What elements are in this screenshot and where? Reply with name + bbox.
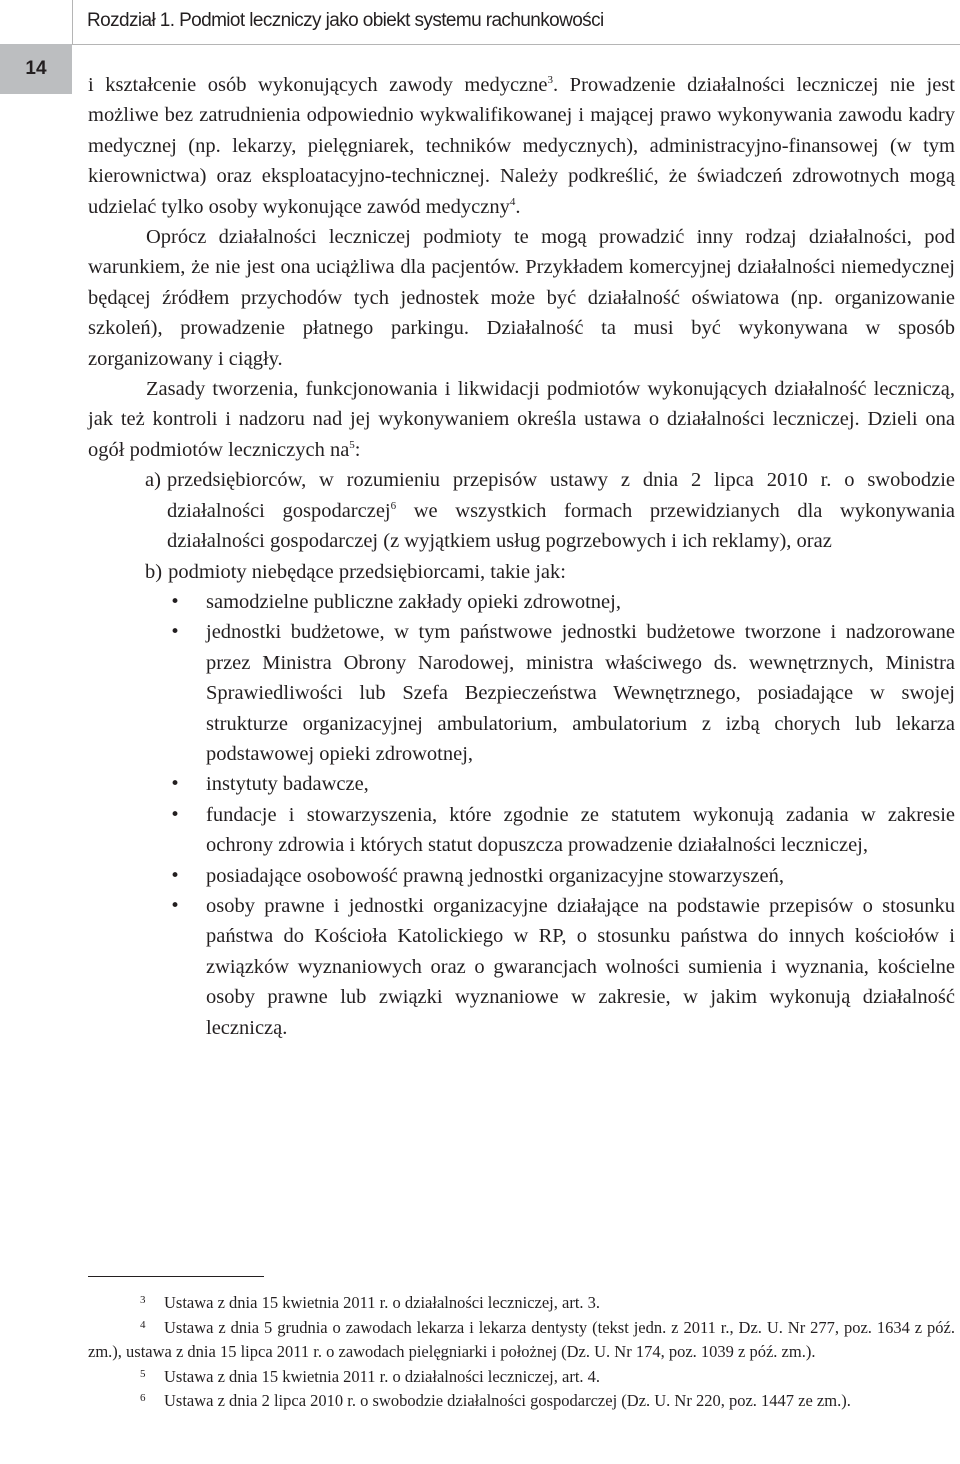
bullet-item: [170, 891, 955, 1043]
footnote-text: Ustawa z dnia 5 grudnia o zawodach lekarza i lekarza dentysty (tekst jedn. z 2011 r., Dz. U. Nr 277, poz. 1634 z póź. zm.), ustawa z dnia 15 lipca 2011 r. o zawodach pielęgniarki i położnej (Dz. U. Nr 174, poz. 1039 z póź. zm.).: [88, 1317, 955, 1361]
bullet-text: instytuty badawcze,: [206, 773, 369, 796]
bullet-icon: •: [170, 774, 181, 795]
bullet-item: [170, 861, 955, 891]
list-item-a: [88, 465, 955, 556]
footnote-text: Ustawa z dnia 15 kwietnia 2011 r. o działalności leczniczej, art. 3.: [164, 1293, 601, 1312]
paragraph-2: Oprócz działalności leczniczej podmioty te mogą prowadzić inny rodzaj działalności, pod warunkiem, że nie jest ona uciążliwa dla pacjentów. Przykładem komercyjnej działalności niemedycznej będącej źródłem przychodów tych jednostek może być działalność oświatowa (np. organizowanie szkoleń), prowadzenie płatnego parkingu. Działalność ta musi być wykonywana w sposób zorganizowany i ciągły.: [88, 226, 955, 370]
footnote-separator: [88, 1276, 264, 1277]
list-item-a-text: przedsiębiorców, w rozumieniu przepisów ustawy z dnia 2 lipca 2010 r. o swobodzie działalności gospodarczej$^6$ we wszystkich formach przewidzianych dla wykonywania działalności gospodarczej (z wyjątkiem usług pogrzebowych i ich reklamy), oraz: [166, 469, 955, 553]
list-item-b-label: b): [145, 560, 163, 583]
bullet-icon: •: [170, 865, 181, 886]
main-text: [88, 70, 955, 1043]
footnote-text: Ustawa z dnia 15 kwietnia 2011 r. o działalności leczniczej, art. 4.: [164, 1366, 601, 1386]
bullet-item: [170, 617, 955, 769]
footnote-ref-5: 5: [349, 438, 355, 451]
bullet-text: jednostki budżetowe, w tym państwowe jednostki budżetowe tworzone i nadzorowane przez Ministra Obrony Narodowej, ministra właściwego ds. wewnętrznych, Ministra Sprawiedliwości lub Szefa Bezpieczeństwa Wewnętrznego, posiadające w swojej strukturze organizacyjnej ambulatorium, ambulatorium z izbą chorych lub lekarza podstawowej opieki zdrowotnej,: [206, 621, 955, 765]
bullet-item: [170, 587, 955, 617]
bullet-text: fundacje i stowarzyszenia, które zgodnie ze statutem wykonują zadania w zakresie ochrony zdrowia i których statut dopuszcza prowadzenie działalności leczniczej,: [206, 803, 955, 857]
paragraph-3: Zasady tworzenia, funkcjonowania i likwidacji podmiotów wykonujących działalność leczniczą, jak też kontroli i nadzoru nad jej wykonywaniem określa ustawa o działalności leczniczej. Dzieli ona ogół podmiotów leczniczych $na^5$:: [88, 378, 955, 461]
bullet-icon: •: [170, 622, 181, 643]
chapter-title: Rozdział 1. Podmiot leczniczy jako obiekt systemu rachunkowości: [87, 10, 604, 31]
list-item-a-label: a): [145, 469, 161, 492]
bullet-icon: •: [170, 591, 181, 612]
footnote: 5 Ustawa z dnia 15 kwietnia 2011 r. o działalności leczniczej, art. 4.: [140, 1366, 601, 1386]
footnote-text: Ustawa z dnia 2 lipca 2010 r. o swobodzie działalności gospodarczej (Dz. U. Nr 220, poz. 1447 ze zm.).: [164, 1391, 851, 1410]
footnote-ref-6: 6: [390, 499, 397, 512]
page-number: 14: [25, 58, 47, 79]
bullet-item: [170, 769, 955, 799]
bullet-icon: •: [170, 804, 181, 825]
paragraph-1: i kształcenie osób wykonujących zawody medyczne$^3$. Prowadzenie działalności leczniczej nie jest możliwe bez zatrudnienia odpowiednio wykwalifikowanej i mającej prawo wykonywania zawodu kadry medycznej (np. lekarzy, pielęgniarek, techników medycznych), administracyjno-finansowej (w tym kierownictwa) oraz eksploatacyjno-technicznej. Należy podkreślić, że świadczeń zdrowotnych mogą udzielać tylko osoby wykonujące zawód medyczny$^4$.: [88, 74, 955, 218]
footnotes: [88, 1291, 955, 1414]
footnote: 4 Ustawa z dnia 5 grudnia o zawodach lekarza i lekarza dentysty (tekst jedn. z 2011 r., Dz. U. Nr 277, poz. 1634 z póź. zm.), ustawa z dnia 15 lipca 2011 r. o zawodach pielęgniarki i położnej (Dz. U. Nr 174, poz. 1039 z póź. zm.).: [88, 1317, 955, 1361]
footnote-ref-4: 4: [509, 195, 516, 208]
bullet-text: osoby prawne i jednostki organizacyjne działające na podstawie przepisów o stosunku państwa do Kościoła Katolickiego w RP, o stosunku państwa do innych kościołów i związków wyznaniowych oraz o gwarancjach wolności sumienia i wyznania, kościelne osoby prawne lub związki wyznaniowe w zakresie, w jakim wykonują działalność leczniczą.: [206, 894, 955, 1039]
footnote-ref-3: 3: [547, 74, 554, 86]
list-item-b: [88, 557, 955, 587]
bullet-text: posiadające osobowość prawną jednostki organizacyjne stowarzyszeń,: [206, 864, 784, 887]
footnote: 6 Ustawa z dnia 2 lipca 2010 r. o swobodzie działalności gospodarczej (Dz. U. Nr 220, poz. 1447 ze zm.).: [140, 1391, 851, 1410]
bullet-icon: •: [170, 895, 181, 916]
bullet-item: [170, 800, 955, 861]
running-header: [72, 0, 960, 45]
footnote: 3 Ustawa z dnia 15 kwietnia 2011 r. o działalności leczniczej, art. 3.: [140, 1293, 601, 1312]
bullet-text: samodzielne publiczne zakłady opieki zdrowotnej,: [206, 590, 621, 613]
list-item-b-text: podmioty niebędące przedsiębiorcami, takie jak:: [168, 560, 566, 583]
